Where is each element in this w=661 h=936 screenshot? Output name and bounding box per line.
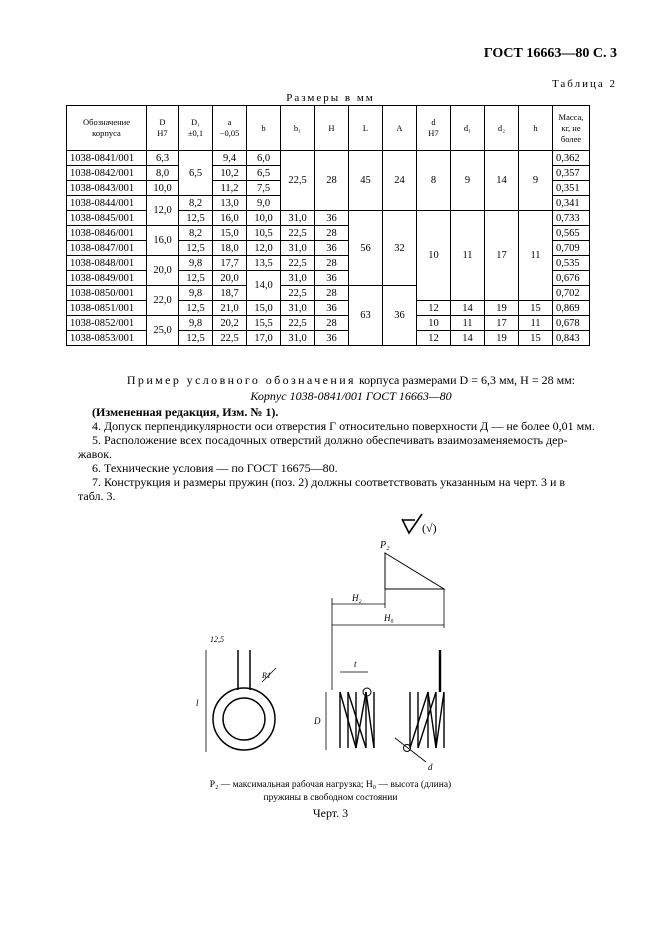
column-header-12: h	[519, 106, 553, 151]
cell-D: 25,0	[147, 316, 179, 346]
cell-d2: 17	[485, 211, 519, 301]
cell-d1: 14	[451, 301, 485, 316]
table-header-row	[67, 106, 590, 151]
cell-a: 18,7	[213, 286, 247, 301]
item-7: 7. Конструкция и размеры пружин (поз. 2) должны соответствовать указанным на черт. 3 и в	[92, 475, 566, 489]
cell-mass: 0,351	[553, 181, 590, 196]
cell-D1: 9,8	[179, 286, 213, 301]
cell-b: 15,0	[247, 301, 281, 316]
svg-text:D: D	[314, 716, 321, 726]
cell-b: 6,5	[247, 166, 281, 181]
table-row	[67, 151, 590, 166]
cell-D: 10,0	[147, 181, 179, 196]
load-diagram	[332, 540, 444, 690]
cell-h: 15	[519, 301, 553, 316]
cell-D: 6,3	[147, 151, 179, 166]
table-row	[67, 316, 590, 331]
cell-code: 1038-0849/001	[67, 271, 147, 286]
cell-b1: 22,5	[281, 151, 315, 211]
cell-d: 8	[417, 151, 451, 211]
page-header: ГОСТ 16663—80 С. 3	[483, 46, 617, 61]
cell-H: 28	[315, 226, 349, 241]
svg-text:l: l	[196, 698, 199, 708]
cell-mass: 0,869	[553, 301, 590, 316]
cell-A: 24	[383, 151, 417, 211]
cell-D1: 9,8	[179, 256, 213, 271]
cell-H: 36	[315, 211, 349, 226]
cell-mass: 0,362	[553, 151, 590, 166]
cell-d2: 17	[485, 316, 519, 331]
item-5: 5. Расположение всех посадочных отверстий должно обеспечивать взаимозаменяемость дер-	[92, 433, 568, 447]
cell-a: 20,2	[213, 316, 247, 331]
cell-d1: 11	[451, 316, 485, 331]
cell-mass: 0,565	[553, 226, 590, 241]
cell-a: 16,0	[213, 211, 247, 226]
cell-mass: 0,843	[553, 331, 590, 346]
column-header-3: a −0,05	[213, 106, 247, 151]
spring-end-view	[196, 635, 276, 752]
column-header-13: Масса, кг, не более	[553, 106, 590, 151]
figure-caption	[0, 779, 661, 805]
changed-note: (Измененная редакция, Изм. № 1).	[92, 405, 279, 419]
cell-code: 1038-0847/001	[67, 241, 147, 256]
cell-d: 10	[417, 211, 451, 301]
table-row	[67, 331, 590, 346]
cell-d2: 19	[485, 331, 519, 346]
item-6: 6. Технические условия — по ГОСТ 16675—80.	[92, 461, 338, 475]
cell-D1: 6,5	[179, 151, 213, 196]
cell-b1: 31,0	[281, 211, 315, 226]
cell-a: 15,0	[213, 226, 247, 241]
cell-H: 28	[315, 256, 349, 271]
cell-D: 16,0	[147, 226, 179, 256]
cell-code: 1038-0841/001	[67, 151, 147, 166]
cell-D1: 12,5	[179, 211, 213, 226]
cell-b1: 22,5	[281, 226, 315, 241]
svg-text:H₀: H₀	[384, 613, 394, 623]
table-row	[67, 211, 590, 226]
cell-a: 18,0	[213, 241, 247, 256]
cell-b: 10,5	[247, 226, 281, 241]
svg-text:P₂: P₂	[380, 540, 390, 551]
cell-a: 13,0	[213, 196, 247, 211]
svg-text:(√): (√)	[422, 521, 437, 535]
cell-d1: 11	[451, 211, 485, 301]
example-label: Пример условного обозначения	[126, 373, 356, 387]
svg-text:d: d	[428, 762, 433, 772]
example-designation: Корпус 1038-0841/001 ГОСТ 16663—80	[250, 389, 452, 403]
cell-H: 36	[315, 271, 349, 286]
cell-b1: 31,0	[281, 331, 315, 346]
cell-d2: 14	[485, 151, 519, 211]
cell-H: 36	[315, 241, 349, 256]
cell-a: 22,5	[213, 331, 247, 346]
example-line	[66, 373, 636, 387]
column-header-9: d H7	[417, 106, 451, 151]
cell-b: 15,5	[247, 316, 281, 331]
sizes-caption: Размеры в мм	[286, 92, 375, 104]
cell-D1: 9,8	[179, 316, 213, 331]
cell-a: 20,0	[213, 271, 247, 286]
cell-D: 12,0	[147, 196, 179, 226]
cell-b: 10,0	[247, 211, 281, 226]
cell-b1: 31,0	[281, 271, 315, 286]
column-header-11: d₂	[485, 106, 519, 151]
cell-mass: 0,709	[553, 241, 590, 256]
cell-h: 11	[519, 211, 553, 301]
cell-b1: 22,5	[281, 316, 315, 331]
table-2	[66, 105, 590, 346]
cell-mass: 0,733	[553, 211, 590, 226]
cell-a: 9,4	[213, 151, 247, 166]
cell-H: 28	[315, 316, 349, 331]
cell-a: 17,7	[213, 256, 247, 271]
cell-h: 15	[519, 331, 553, 346]
cell-b1: 22,5	[281, 256, 315, 271]
cell-mass: 0,676	[553, 271, 590, 286]
cell-D1: 12,5	[179, 241, 213, 256]
cell-D: 20,0	[147, 256, 179, 286]
cell-a: 10,2	[213, 166, 247, 181]
roughness-symbol	[402, 514, 437, 535]
cell-code: 1038-0845/001	[67, 211, 147, 226]
cell-mass: 0,678	[553, 316, 590, 331]
cell-a: 11,2	[213, 181, 247, 196]
svg-text:t: t	[354, 659, 357, 669]
column-header-2: D₁ ±0,1	[179, 106, 213, 151]
cell-D: 8,0	[147, 166, 179, 181]
cell-d1: 14	[451, 331, 485, 346]
cell-D1: 12,5	[179, 331, 213, 346]
cell-mass: 0,702	[553, 286, 590, 301]
cell-code: 1038-0844/001	[67, 196, 147, 211]
cell-L: 56	[349, 211, 383, 286]
column-header-5: b₁	[281, 106, 315, 151]
cell-b: 12,0	[247, 241, 281, 256]
svg-text:12,5: 12,5	[210, 635, 224, 644]
column-header-0: Обозначение корпуса	[67, 106, 147, 151]
cell-b: 7,5	[247, 181, 281, 196]
cell-L: 63	[349, 286, 383, 346]
cell-b1: 31,0	[281, 241, 315, 256]
caption-line-1: P₂ — максимальная рабочая нагрузка; H₀ — высота (длина)	[209, 780, 452, 790]
cell-code: 1038-0843/001	[67, 181, 147, 196]
column-header-4: b	[247, 106, 281, 151]
item-4: 4. Допуск перпендикулярности оси отверстия Г относительно поверхности Д — не более 0,01 мм.	[92, 419, 595, 433]
table-row	[67, 301, 590, 316]
cell-h: 11	[519, 316, 553, 331]
item-7-cont: табл. 3.	[78, 489, 116, 503]
cell-H: 28	[315, 151, 349, 211]
cell-d: 10	[417, 316, 451, 331]
cell-code: 1038-0851/001	[67, 301, 147, 316]
cell-D1: 8,2	[179, 226, 213, 241]
drawing-label: Черт. 3	[312, 806, 349, 820]
cell-b1: 31,0	[281, 301, 315, 316]
svg-text:H₂: H₂	[352, 593, 362, 603]
cell-D1: 12,5	[179, 271, 213, 286]
table-body	[67, 151, 590, 346]
spring-side-view	[313, 650, 444, 772]
cell-b1: 22,5	[281, 286, 315, 301]
cell-A: 36	[383, 286, 417, 346]
cell-d1: 9	[451, 151, 485, 211]
example-text: корпуса размерами D = 6,3 мм, H = 28 мм:	[355, 373, 576, 387]
drawing-3	[0, 510, 661, 778]
column-header-10: d₁	[451, 106, 485, 151]
cell-d: 12	[417, 331, 451, 346]
cell-H: 36	[315, 331, 349, 346]
cell-b: 6,0	[247, 151, 281, 166]
column-header-7: L	[349, 106, 383, 151]
cell-D1: 12,5	[179, 301, 213, 316]
cell-mass: 0,535	[553, 256, 590, 271]
cell-L: 45	[349, 151, 383, 211]
cell-b: 13,5	[247, 256, 281, 271]
column-header-1: D H7	[147, 106, 179, 151]
item-5-cont: жавок.	[78, 447, 113, 461]
cell-code: 1038-0850/001	[67, 286, 147, 301]
cell-mass: 0,357	[553, 166, 590, 181]
cell-H: 36	[315, 301, 349, 316]
caption-line-2: пружины в свободном состоянии	[263, 793, 398, 803]
cell-mass: 0,341	[553, 196, 590, 211]
cell-b: 9,0	[247, 196, 281, 211]
column-header-8: A	[383, 106, 417, 151]
cell-a: 21,0	[213, 301, 247, 316]
cell-code: 1038-0853/001	[67, 331, 147, 346]
cell-code: 1038-0852/001	[67, 316, 147, 331]
cell-H: 28	[315, 286, 349, 301]
cell-d: 12	[417, 301, 451, 316]
cell-code: 1038-0842/001	[67, 166, 147, 181]
column-header-6: H	[315, 106, 349, 151]
cell-d2: 19	[485, 301, 519, 316]
cell-code: 1038-0848/001	[67, 256, 147, 271]
cell-b: 17,0	[247, 331, 281, 346]
cell-D1: 8,2	[179, 196, 213, 211]
cell-code: 1038-0846/001	[67, 226, 147, 241]
svg-text:R1: R1	[262, 671, 271, 680]
cell-D: 22,0	[147, 286, 179, 316]
cell-A: 32	[383, 211, 417, 286]
table-title: Таблица 2	[551, 78, 617, 90]
cell-h: 9	[519, 151, 553, 211]
cell-b: 14,0	[247, 271, 281, 301]
